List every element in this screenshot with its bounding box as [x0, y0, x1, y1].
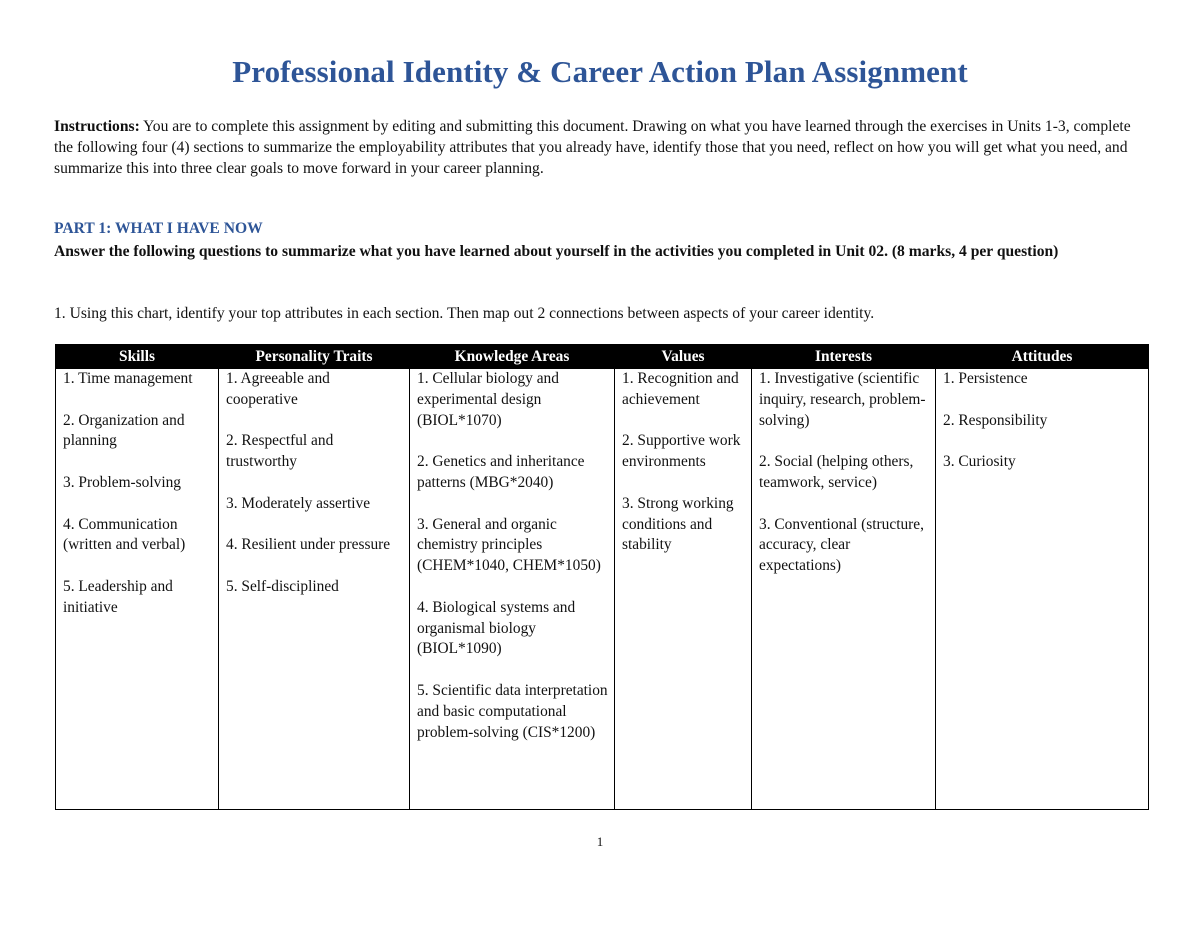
- question-1: 1. Using this chart, identify your top attributes in each section. Then map out 2 connections between aspects of your career identity.: [54, 305, 875, 322]
- skills-item: 3. Problem-solving: [63, 473, 181, 491]
- skills-item: 5. Leadership and initiative: [63, 577, 173, 616]
- knowledge-item: 4. Biological systems and organismal biology (BIOL*1090): [417, 598, 576, 658]
- chart-header-row: [56, 345, 1149, 369]
- skills-item: 1. Time management: [63, 370, 193, 387]
- personality-item: 1. Agreeable and cooperative: [226, 370, 330, 408]
- instructions-paragraph: [54, 116, 1150, 179]
- header-knowledge-areas: Knowledge Areas: [410, 345, 615, 369]
- part1-question: Answer the following questions to summarize what you have learned about yourself in the activities you completed in Unit 02. (8 marks, 4 per question): [54, 243, 1059, 260]
- knowledge-item: 2. Genetics and inheritance patterns (MBG*2040): [417, 453, 585, 491]
- page-number: 1: [596, 834, 604, 849]
- values-item: 2. Supportive work environments: [622, 432, 741, 471]
- attitudes-item: 2. Responsibility: [943, 411, 1048, 429]
- header-values: Values: [615, 345, 752, 369]
- knowledge-item: 1. Cellular biology and experimental design (BIOL*1070): [417, 370, 559, 429]
- attitudes-cell[interactable]: [936, 369, 1149, 810]
- knowledge-item: 5. Scientific data interpretation and basic computational problem-solving (CIS*1200): [417, 681, 608, 741]
- knowledge-item: 3. General and organic chemistry principles (CHEM*1040, CHEM*1050): [417, 515, 601, 575]
- header-skills: Skills: [56, 345, 219, 369]
- values-item: 3. Strong working conditions and stability: [622, 494, 734, 554]
- personality-cell[interactable]: [219, 369, 410, 810]
- interests-cell[interactable]: [752, 369, 936, 810]
- personality-item: 5. Self-disciplined: [226, 577, 339, 595]
- attitudes-item: 1. Persistence: [943, 370, 1028, 387]
- interests-item: 2. Social (helping others, teamwork, service): [759, 453, 914, 491]
- interests-item: 3. Conventional (structure, accuracy, clear expectations): [759, 515, 924, 575]
- instructions-text: You are to complete this assignment by editing and submitting this document. Drawing on what you have learned through the exercises in Units 1-3, complete the following four (4) sections to summarize the employability attributes that you already have, identify those that you need, reflect on how you will get what you need, and summarize this into three clear goals to move forward in your career planning.: [54, 118, 1131, 177]
- instructions-label: Instructions:: [54, 118, 140, 135]
- values-item: 1. Recognition and achievement: [622, 370, 739, 408]
- header-attitudes: Attitudes: [936, 345, 1149, 369]
- skills-cell[interactable]: [56, 369, 219, 810]
- skills-item: 4. Communication (written and verbal): [63, 515, 186, 554]
- document-title: Professional Identity & Career Action Plan Assignment: [232, 54, 968, 89]
- personality-item: 2. Respectful and trustworthy: [226, 432, 334, 471]
- personality-item: 3. Moderately assertive: [226, 494, 371, 512]
- chart-body-row: [56, 369, 1149, 810]
- skills-item: 2. Organization and planning: [63, 411, 185, 450]
- interests-item: 1. Investigative (scientific inquiry, research, problem-solving): [759, 370, 926, 429]
- attitudes-item: 3. Curiosity: [943, 453, 1016, 471]
- attributes-chart: [55, 344, 1149, 810]
- values-cell[interactable]: [615, 369, 752, 810]
- header-interests: Interests: [752, 345, 936, 369]
- part1-heading: PART 1: WHAT I HAVE NOW: [54, 220, 263, 237]
- header-personality-traits: Personality Traits: [219, 345, 410, 369]
- personality-item: 4. Resilient under pressure: [226, 536, 391, 554]
- knowledge-cell[interactable]: [410, 369, 615, 810]
